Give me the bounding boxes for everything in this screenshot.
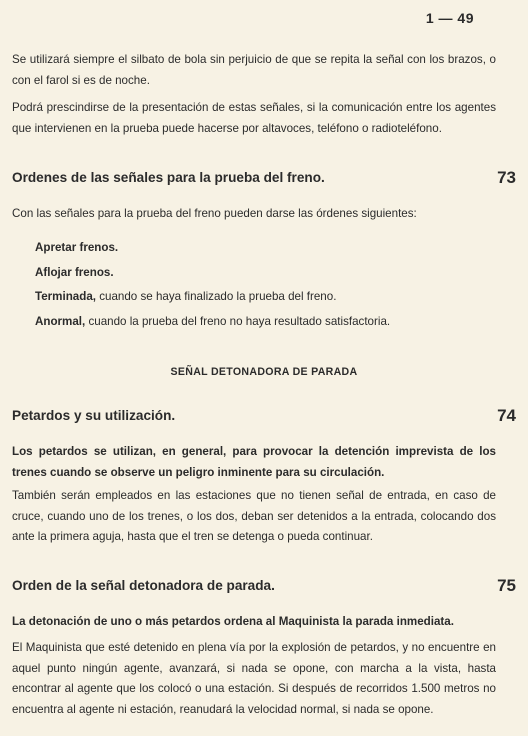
section-74-heading-row bbox=[12, 408, 516, 430]
section-bold-paragraph: La detonación de uno o más petardos ordena al Maquinista la parada inmediata. bbox=[12, 615, 454, 628]
section-75-heading-row bbox=[12, 578, 516, 600]
order-description: cuando la prueba del freno no haya resultado satisfactoria. bbox=[85, 314, 391, 328]
section-number: 73 bbox=[497, 168, 516, 187]
section-paragraph: También serán empleados en las estaciones que no tienen señal de entrada, en caso de cruce, cuando uno de los trenes, o los dos, deban ser detenidos a la entrada, colocando dos ante la primera aguja, hasta que el tren se detenga o pueda continuar. bbox=[12, 489, 496, 544]
order-item bbox=[35, 236, 485, 261]
order-item bbox=[35, 310, 485, 335]
section-lead: Con las señales para la prueba del freno pueden darse las órdenes siguientes: bbox=[12, 207, 417, 220]
section-75-bold-block bbox=[12, 612, 496, 633]
section-74-bold-block bbox=[12, 442, 496, 483]
section-heading: Petardos y su utilización. bbox=[12, 408, 176, 423]
order-term: Apretar frenos. bbox=[35, 241, 119, 254]
intro-paragraph: Podrá prescindirse de la presentación de estas señales, si la comunicación entre los agentes que intervienen en la prueba puede hacerse por altavoces, teléfono o radioteléfono. bbox=[12, 101, 496, 135]
section-paragraph: El Maquinista que esté detenido en plena vía por la explosión de petardos, y no encuentre en aquel punto ningún agente, avanzará, si nada se opone, con marcha a la vista, hasta encontrar al agente que los colocó o una estación. Si después de recorridos 1.500 metros no encuentra al agente ni estación, reanudará la velocidad normal, si nada se opone. bbox=[12, 641, 496, 716]
intro-paragraph-1-block bbox=[12, 50, 496, 91]
order-description: cuando se haya finalizado la prueba del freno. bbox=[96, 290, 337, 304]
order-term: Terminada, bbox=[35, 290, 96, 304]
page-number: 1 — 49 bbox=[425, 10, 474, 26]
section-number: 75 bbox=[497, 576, 516, 595]
intro-paragraph: Se utilizará siempre el silbato de bola sin perjuicio de que se repita la señal con los brazos, o con el farol si es de noche. bbox=[12, 53, 496, 87]
section-73-lead-block bbox=[12, 204, 496, 225]
section-bold-paragraph: Los petardos se utilizan, en general, para provocar la detención imprevista de los trenes cuando se observe un peligro inminente para su circulación. bbox=[12, 445, 496, 479]
section-74-paragraph-block bbox=[12, 486, 496, 548]
orders-list bbox=[35, 236, 485, 334]
section-heading: Orden de la señal detonadora de parada. bbox=[12, 578, 275, 593]
order-item bbox=[35, 285, 485, 310]
section-75-paragraph-block bbox=[12, 638, 496, 720]
order-term: Aflojar frenos. bbox=[35, 265, 114, 279]
section-number: 74 bbox=[497, 406, 516, 425]
intro-paragraph-2-block bbox=[12, 98, 496, 139]
section-73-heading-row bbox=[12, 170, 516, 192]
section-heading: Ordenes de las señales para la prueba del freno. bbox=[12, 170, 325, 185]
order-term: Anormal, bbox=[35, 314, 86, 328]
centered-section-title: SEÑAL DETONADORA DE PARADA bbox=[170, 366, 358, 378]
order-item bbox=[35, 261, 485, 286]
